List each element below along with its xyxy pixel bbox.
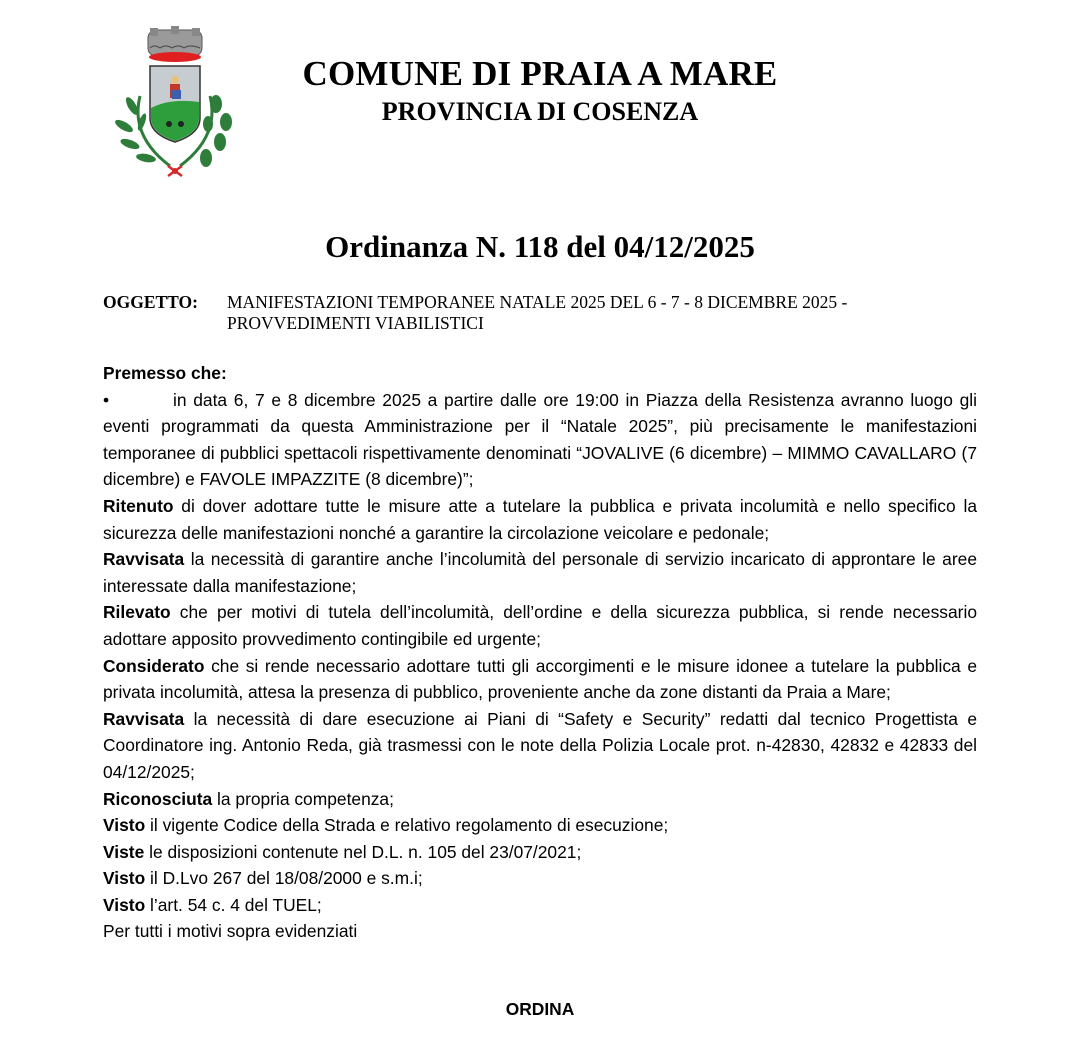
- clause-lead: Ravvisata: [103, 549, 185, 570]
- clause: [103, 599, 977, 652]
- clause-text: la propria competenza;: [212, 788, 394, 809]
- subject-label: OGGETTO:: [103, 292, 198, 312]
- clause: [103, 493, 977, 546]
- clause-text: che per motivi di tutela dell’incolumità, dell’ordine e della sicurezza pubblica, si rende necessario adottare apposito provvedimento contingibile ed urgente;: [103, 602, 977, 649]
- clause-lead: Viste: [103, 841, 145, 862]
- clause: [103, 706, 977, 786]
- bullet-icon: •: [103, 389, 110, 410]
- clause-lead: Ritenuto: [103, 495, 174, 516]
- clause-lead: Riconosciuta: [103, 788, 213, 809]
- clause-text: l’art. 54 c. 4 del TUEL;: [145, 894, 322, 915]
- clause-lead: Considerato: [103, 655, 205, 676]
- ordinance-title: Ordinanza N. 118 del 04/12/2025: [325, 229, 755, 264]
- clause-lead: Visto: [103, 894, 146, 915]
- clause-text: di dover adottare tutte le misure atte a tutelare la pubblica e privata incolumità e nello specifico la sicurezza delle manifestazioni nonché a garantire la circolazione veicolare e pedonale;: [103, 495, 977, 543]
- clause: [103, 812, 977, 839]
- municipality-title: COMUNE DI PRAIA A MARE: [302, 54, 778, 93]
- subject-text: MANIFESTAZIONI TEMPORANEE NATALE 2025 DEL 6 - 7 - 8 DICEMBRE 2025 - PROVVEDIMENTI VIABILISTICI: [227, 292, 848, 333]
- clause-lead: Ravvisata: [103, 708, 185, 729]
- clause: [103, 653, 977, 706]
- ordina-heading: ORDINA: [505, 999, 575, 1019]
- closing-line: Per tutti i motivi sopra evidenziati: [103, 921, 358, 942]
- clause: [103, 786, 977, 813]
- province-subtitle: PROVINCIA DI COSENZA: [381, 97, 699, 126]
- clause: [103, 865, 977, 892]
- premesso-heading: Premesso che:: [103, 363, 227, 383]
- coat-of-arms-icon: [110, 26, 240, 186]
- clause-text: il D.Lvo 267 del 18/08/2000 e s.m.i;: [145, 868, 423, 889]
- clause-text: la necessità di dare esecuzione ai Piani di “Safety e Security” redatti dal tecnico Progettista e Coordinatore ing. Antonio Reda, già trasmessi con le note della Polizia Locale prot. n-42830, 42832 e 42833 del 04/12/2025;: [103, 708, 977, 782]
- clause: [103, 839, 977, 866]
- clause-text: il vigente Codice della Strada e relativo regolamento di esecuzione;: [145, 815, 669, 836]
- clause-lead: Visto: [103, 868, 146, 889]
- clause: [103, 546, 977, 599]
- clause-lead: Rilevato: [103, 602, 171, 623]
- subject-block: [103, 292, 983, 334]
- premesso-bullet-item: [103, 387, 977, 493]
- clause-lead: Visto: [103, 815, 146, 836]
- clause-text: la necessità di garantire anche l’incolumità del personale di servizio incaricato di approntare le aree interessate dalla manifestazione;: [103, 549, 977, 596]
- clause-text: le disposizioni contenute nel D.L. n. 105 del 23/07/2021;: [144, 841, 582, 862]
- premesso-bullet-text: in data 6, 7 e 8 dicembre 2025 a partire dalle ore 19:00 in Piazza della Resistenza avranno luogo gli eventi programmati da questa Amministrazione per il “Natale 2025”, più precisamente le manifestazioni temporanee di pubblici spettacoli rispettivamente denominati “JOVALIVE (6 dicembre) – MIMMO CAVALLARO (7 dicembre) e FAVOLE IMPAZZITE (8 dicembre)”;: [103, 389, 977, 490]
- clause: [103, 892, 977, 919]
- clause-text: che si rende necessario adottare tutti gli accorgimenti e le misure idonee a tutelare la pubblica e privata incolumità, attesa la presenza di pubblico, proveniente anche da zone distanti da Praia a Mare;: [103, 655, 977, 703]
- document-body: [103, 360, 977, 945]
